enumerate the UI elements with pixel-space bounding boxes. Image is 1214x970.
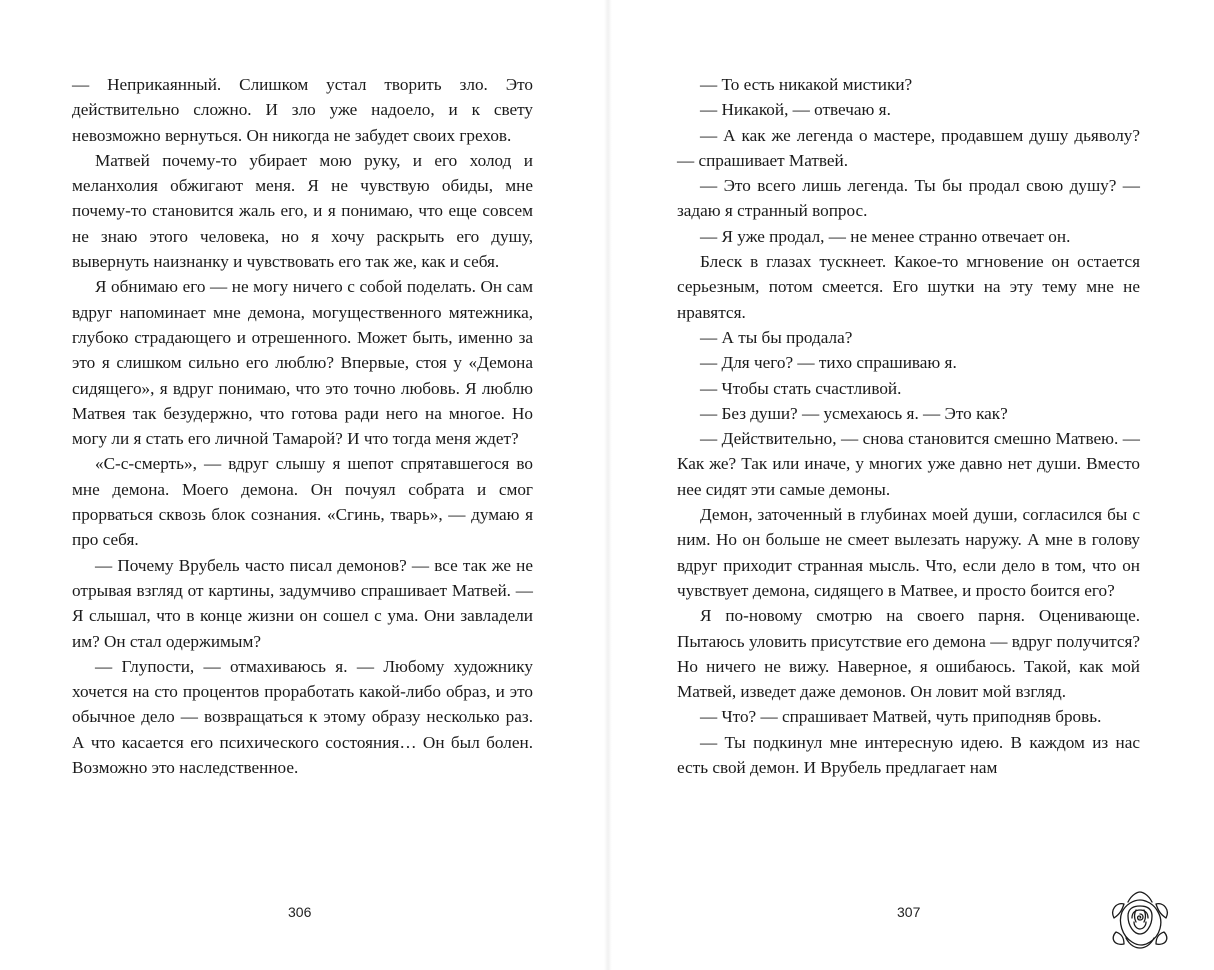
book-gutter <box>604 0 612 970</box>
paragraph: — Действительно, — снова становится смешно Матвею. — Как же? Так или иначе, у многих уже давно нет души. Вместо нее сидят эти самые демоны. <box>677 429 1140 499</box>
paragraph: — Ты подкинул мне интересную идею. В каждом из нас есть свой демон. И Врубель предлагает нам <box>677 732 1140 778</box>
paragraph: Я по-новому смотрю на своего парня. Оценивающе. Пытаюсь уловить присутствие его демона — вдруг получится? Но ничего не вижу. Наверное, я ошибаюсь. Такой, как мой Матвей, изведет даже демонов. Он ловит мой взгляд. <box>677 606 1140 702</box>
page-number-left: 306 <box>288 904 312 920</box>
paragraph: — Что? — спрашивает Матвей, чуть приподняв бровь. <box>700 707 1102 727</box>
paragraph: — Почему Врубель часто писал демонов? — все так же не отрывая взгляд от картины, задумчиво спрашивает Матвей. — Я слышал, что в конце жизни он сошел с ума. Они завладели им? Он стал одержимым? <box>72 555 533 651</box>
paragraph: — Неприкаянный. Слишком устал творить зло. Это действительно сложно. И зло уже надоело, и к свету невозможно вернуться. Он никогда не забудет своих грехов. <box>72 75 533 145</box>
page-number-right: 307 <box>897 904 921 920</box>
paragraph: — Это всего лишь легенда. Ты бы продал свою душу? — задаю я странный вопрос. <box>677 176 1140 221</box>
paragraph: — Без души? — усмехаюсь я. — Это как? <box>700 403 1008 423</box>
left-page <box>72 72 533 780</box>
paragraph: Я обнимаю его — не могу ничего с собой поделать. Он сам вдруг напоминает мне демона, могущественного мятежника, глубоко страдающего и отрешенного. Может быть, именно за это я слишком сильно его люблю? Впервые, стоя у «Демона сидящего», я вдруг понимаю, что это точно любовь. Я люблю Матвея так безудержно, что готова ради него на многое. Но могу ли я стать его личной Тамарой? И что тогда меня ждет? <box>72 277 533 449</box>
paragraph: «С-с-смерть», — вдруг слышу я шепот спрятавшегося во мне демона. Моего демона. Он почуял собрата и смог прорваться сквозь блок сознания. «Сгинь, тварь», — думаю я про себя. <box>72 454 533 550</box>
right-page-text <box>677 72 1140 780</box>
paragraph: — А как же легенда о мастере, продавшем душу дьяволу? — спрашивает Матвей. <box>677 125 1140 170</box>
paragraph: — Глупости, — отмахиваюсь я. — Любому художнику хочется на сто процентов проработать какой-либо образ, и это обычное дело — возвращаться к этому образу несколько раз. А что касается его психического состояния… Он был болен. Возможно это наследственное. <box>72 656 533 778</box>
paragraph: Демон, заточенный в глубинах моей души, согласился бы с ним. Но он больше не смеет вылезать наружу. А мне в голову вдруг приходит странная мысль. Что, если дело в том, что он чувствует демона, сидящего в Матвее, и просто боится его? <box>677 505 1140 600</box>
paragraph: — Для чего? — тихо спрашиваю я. <box>700 353 957 373</box>
paragraph: Матвей почему-то убирает мою руку, и его холод и меланхолия обжигают меня. Я не чувствую обиды, мне почему-то становится жаль его, и я понимаю, что еще совсем не знаю этого человека, но я хочу раскрыть его душу, вывернуть наизнанку и чувствовать его так же, как и себя. <box>72 150 533 272</box>
paragraph: — Никакой, — отвечаю я. <box>700 100 891 120</box>
paragraph: Блеск в глазах тускнеет. Какое-то мгновение он остается серьезным, потом смеется. Его шутки на эту тему мне не нравятся. <box>677 252 1140 322</box>
paragraph: — То есть никакой мистики? <box>700 75 913 94</box>
paragraph: — А ты бы продала? <box>700 327 853 347</box>
left-page-text <box>72 72 533 780</box>
paragraph: — Чтобы стать счастливой. <box>700 378 902 398</box>
paragraph: — Я уже продал, — не менее странно отвечает он. <box>700 226 1071 246</box>
right-page <box>677 72 1140 780</box>
rose-icon <box>1108 888 1172 950</box>
